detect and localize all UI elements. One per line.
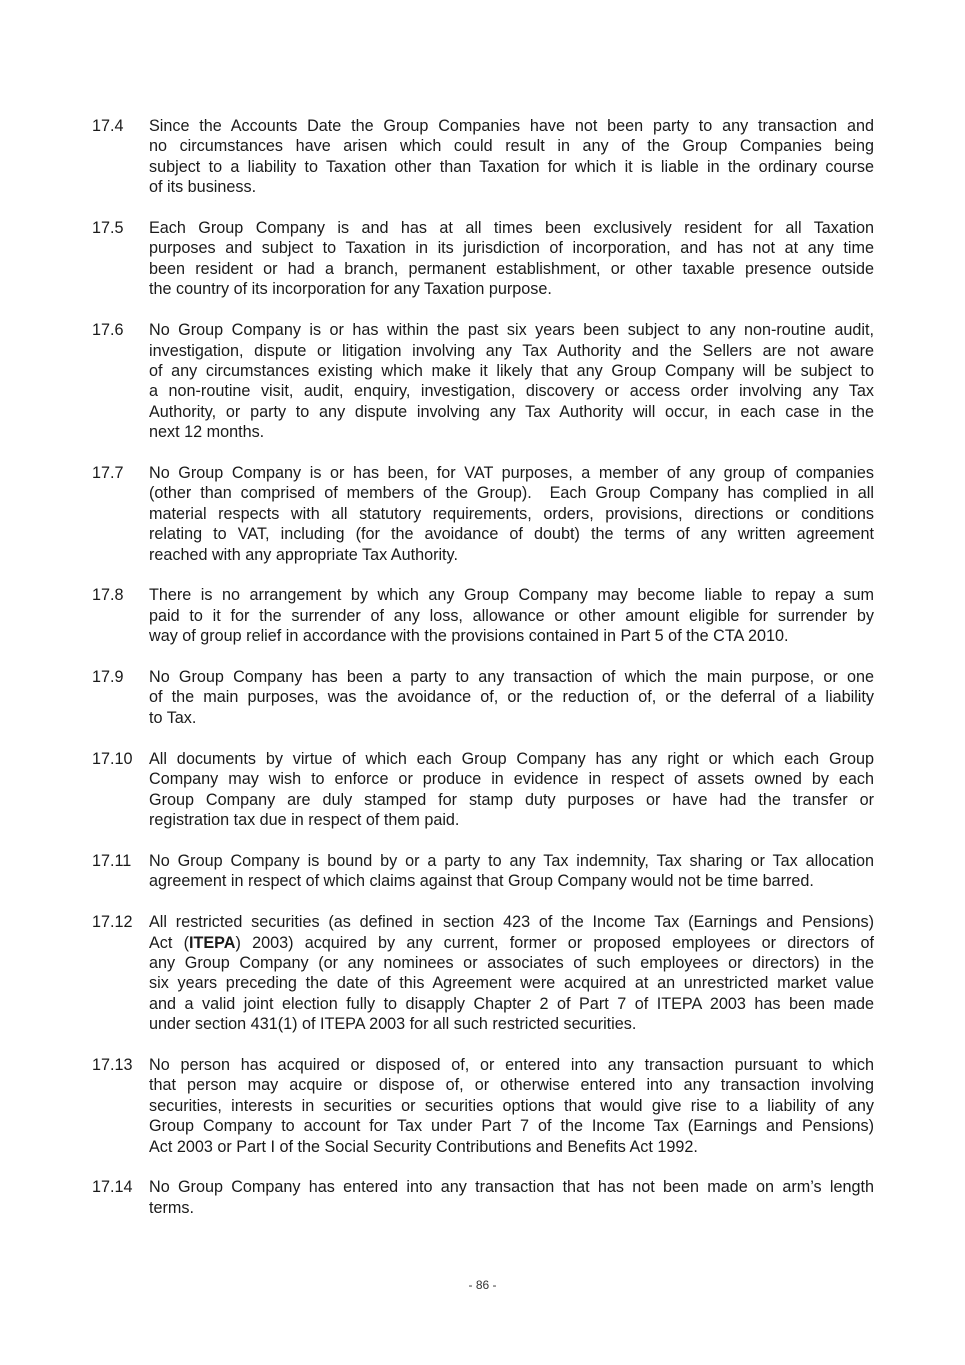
clause-17-4 (92, 116, 874, 198)
clause-text-segment: ) 2003) acquired by any current, former or proposed employees or directors of (235, 933, 874, 952)
clause-text (149, 1177, 874, 1218)
clause-line: No Group Company is or has within the past six years been subject to any non-routine audit, (149, 321, 874, 340)
clause-17-13 (92, 1055, 874, 1157)
clause-line: six years preceding the date of this Agreement were acquired at an unrestricted market value (149, 974, 874, 993)
clause-line: registration tax due in respect of them paid. (149, 810, 460, 829)
clause-17-7 (92, 463, 874, 565)
clause-line: (other than comprised of members of the Group). Each Group Company has complied in all (149, 484, 874, 503)
clause-line: purposes and subject to Taxation in its jurisdiction of incorporation, and has not at any time (149, 239, 874, 258)
clause-text (149, 1055, 874, 1157)
clause-number: 17.9 (92, 668, 124, 687)
clause-number: 17.13 (92, 1055, 133, 1074)
defined-term-itepa: ITEPA (189, 933, 236, 952)
clause-line: Authority, or party to any dispute involving any Tax Authority will occur, in each case in the (149, 402, 874, 421)
clause-line: no circumstances have arisen which could result in any of the Group Companies being (149, 137, 874, 156)
clause-line: and a valid joint election fully to disapply Chapter 2 of Part 7 of ITEPA 2003 has been made (149, 994, 874, 1013)
clause-number: 17.4 (92, 117, 124, 135)
clause-line: Group Company to account for Tax under Part 7 of the Income Tax (Earnings and Pensions) (149, 1117, 874, 1136)
clause-line: No Group Company has been a party to any transaction of which the main purpose, or one (149, 668, 874, 687)
clause-list (92, 116, 874, 1239)
clause-line: of its business. (149, 178, 257, 197)
clause-line: terms. (149, 1198, 194, 1217)
page-number: - 86 - (468, 1278, 497, 1292)
clause-text (149, 218, 874, 300)
clause-line: material respects with all statutory requirements, orders, provisions, directions or conditions (149, 504, 874, 523)
clause-line: Since the Accounts Date the Group Companies have not been party to any transaction and (149, 117, 874, 135)
clause-number: 17.6 (92, 321, 124, 340)
clause-17-10 (92, 749, 874, 831)
clause-line: to Tax. (149, 708, 197, 727)
clause-text (149, 667, 874, 728)
clause-text (149, 749, 874, 831)
clause-number: 17.7 (92, 463, 124, 482)
clause-line: any Group Company (or any nominees or associates of such employees or directors) in the (149, 953, 874, 972)
clause-17-12 (92, 912, 874, 1034)
clause-line: a non-routine visit, audit, enquiry, investigation, discovery or access order involving any Tax (149, 382, 874, 401)
clause-line: investigation, dispute or litigation involving any Tax Authority and the Sellers are not aware (149, 341, 874, 360)
clause-line: No Group Company is or has been, for VAT purposes, a member of any group of companies (149, 463, 874, 482)
clause-line: No Group Company has entered into any transaction that has not been made on arm’s length (149, 1178, 874, 1197)
clause-text (149, 116, 874, 198)
clause-line: Group Company are duly stamped for stamp duty purposes or have had the transfer or (149, 790, 874, 809)
clause-line: subject to a liability to Taxation other than Taxation for which it is liable in the ordinary course (149, 157, 874, 176)
clause-line: reached with any appropriate Tax Authority. (149, 545, 458, 564)
clause-line: that person may acquire or dispose of, or otherwise entered into any transaction involving (149, 1076, 874, 1095)
clause-line: Company may wish to enforce or produce in evidence in respect of assets owned by each (149, 770, 874, 789)
clause-line: securities, interests in securities or securities options that would give rise to a liability of any (149, 1096, 874, 1115)
clause-text-segment: Act ( (149, 933, 189, 952)
clause-text (149, 463, 874, 565)
clause-17-11 (92, 851, 874, 892)
clause-line: No Group Company is bound by or a party to any Tax indemnity, Tax sharing or Tax allocation (149, 851, 874, 870)
clause-17-5 (92, 218, 874, 300)
clause-17-14 (92, 1177, 874, 1218)
clause-text (149, 320, 874, 442)
clause-line (149, 933, 874, 953)
clause-line: All documents by virtue of which each Group Company has any right or which each Group (149, 749, 874, 768)
clause-number: 17.10 (92, 749, 133, 768)
clause-line: There is no arrangement by which any Group Company may become liable to repay a sum (149, 586, 874, 605)
clause-line: under section 431(1) of ITEPA 2003 for all such restricted securities. (149, 1015, 637, 1034)
clause-17-8 (92, 585, 874, 646)
clause-number: 17.14 (92, 1178, 133, 1197)
clause-line: All restricted securities (as defined in section 423 of the Income Tax (Earnings and Pensions) (149, 913, 874, 932)
clause-line: of any circumstances existing which make it likely that any Group Company will be subject to (149, 361, 874, 380)
clause-line: next 12 months. (149, 423, 265, 442)
clause-17-9 (92, 667, 874, 728)
clause-line: of the main purposes, was the avoidance of, or the reduction of, or the deferral of a liability (149, 688, 874, 707)
clause-line: agreement in respect of which claims against that Group Company would not be time barred. (149, 872, 814, 891)
clause-line: been resident or had a branch, permanent establishment, or other taxable presence outside (149, 259, 874, 278)
clause-number: 17.5 (92, 219, 124, 238)
clause-line: way of group relief in accordance with the provisions contained in Part 5 of the CTA 2010. (149, 627, 789, 646)
clause-number: 17.11 (92, 851, 132, 870)
clause-line: relating to VAT, including (for the avoidance of doubt) the terms of any written agreement (149, 525, 874, 544)
clause-number: 17.12 (92, 913, 133, 932)
clause-line: paid to it for the surrender of any loss, allowance or other amount eligible for surrender by (149, 606, 874, 625)
clause-line: No person has acquired or disposed of, or entered into any transaction pursuant to which (149, 1055, 874, 1074)
clause-text (149, 585, 874, 646)
clause-line: the country of its incorporation for any Taxation purpose. (149, 280, 552, 299)
clause-line: Act 2003 or Part I of the Social Security Contributions and Benefits Act 1992. (149, 1137, 698, 1156)
clause-text (149, 912, 874, 1034)
clause-number: 17.8 (92, 586, 124, 605)
clause-17-6 (92, 320, 874, 442)
clause-text (149, 851, 874, 892)
clause-line: Each Group Company is and has at all times been exclusively resident for all Taxation (149, 219, 874, 238)
